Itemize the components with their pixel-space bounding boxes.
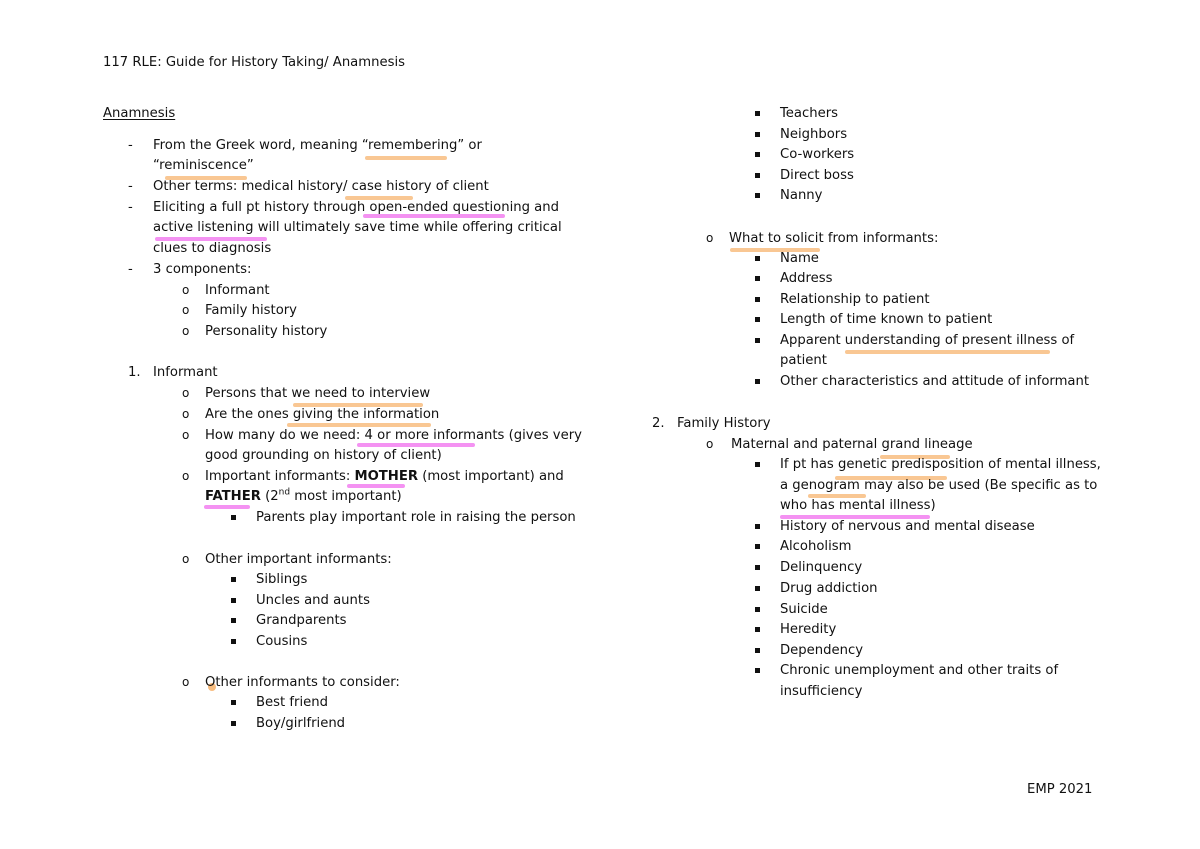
genetic-line: a genogram may also be used (Be specific as to	[780, 478, 1098, 493]
square-bullet-icon	[231, 618, 236, 623]
intro-line: active listening will ultimately save time while offering critical	[153, 220, 562, 235]
intro-line: “reminiscence”	[153, 158, 254, 173]
intro-line: From the Greek word, meaning “remembering” or	[153, 138, 482, 153]
dash-bullet: -	[128, 200, 133, 215]
section-heading-informant: Informant	[153, 365, 218, 380]
consider-item: Best friend	[256, 695, 328, 710]
square-bullet-icon	[755, 297, 760, 302]
intro-line: clues to diagnosis	[153, 241, 272, 256]
square-bullet-icon	[755, 627, 760, 632]
consider-item: Direct boss	[780, 168, 854, 183]
family-item: Alcoholism	[780, 539, 852, 554]
family-item: Delinquency	[780, 560, 863, 575]
square-bullet-icon	[755, 152, 760, 157]
consider-item: Nanny	[780, 188, 823, 203]
circle-bullet-icon: o	[706, 231, 714, 245]
intro-line: Eliciting a full pt history through open-ended questioning and	[153, 200, 559, 215]
informant-point: good grounding on history of client)	[205, 448, 442, 463]
solicit-item: Apparent understanding of present illness of	[780, 333, 1075, 348]
dash-bullet: -	[128, 179, 133, 194]
square-bullet-icon	[755, 173, 760, 178]
family-item: Dependency	[780, 643, 864, 658]
square-bullet-icon	[755, 338, 760, 343]
consider-item: Neighbors	[780, 127, 848, 142]
square-bullet-icon	[755, 648, 760, 653]
family-item: insufficiency	[780, 684, 863, 699]
family-item: Drug addiction	[780, 581, 878, 596]
circle-bullet-icon: o	[182, 324, 190, 338]
square-bullet-icon	[755, 668, 760, 673]
square-bullet-icon	[755, 607, 760, 612]
square-bullet-icon	[755, 565, 760, 570]
circle-bullet-icon: o	[182, 407, 190, 421]
square-bullet-icon	[755, 256, 760, 261]
informant-item: Grandparents	[256, 613, 347, 628]
parents-note: Parents play important role in raising the person	[256, 510, 576, 525]
consider-heading: Other informants to consider:	[205, 675, 400, 690]
circle-bullet-icon: o	[706, 437, 714, 451]
consider-item: Teachers	[780, 106, 839, 121]
square-bullet-icon	[231, 700, 236, 705]
consider-item: Boy/girlfriend	[256, 716, 346, 731]
circle-bullet-icon: o	[182, 552, 190, 566]
family-item: Heredity	[780, 622, 837, 637]
square-bullet-icon	[755, 132, 760, 137]
circle-bullet-icon: o	[182, 675, 190, 689]
circle-bullet-icon: o	[182, 469, 190, 483]
square-bullet-icon	[755, 111, 760, 116]
genetic-line: If pt has genetic predisposition of mental illness,	[780, 457, 1101, 472]
dash-bullet: -	[128, 262, 133, 277]
informant-item: Cousins	[256, 634, 308, 649]
family-item: History of nervous and mental disease	[780, 519, 1035, 534]
genetic-line: who has mental illness)	[780, 498, 936, 513]
square-bullet-icon	[231, 577, 236, 582]
solicit-item: Other characteristics and attitude of informant	[780, 374, 1090, 389]
informant-item: Siblings	[256, 572, 308, 587]
father-line: FATHER (2nd most important)	[205, 487, 402, 504]
informant-point: Persons that we need to interview	[205, 386, 431, 401]
component-item: Informant	[205, 283, 270, 298]
square-bullet-icon	[755, 462, 760, 467]
square-bullet-icon	[755, 524, 760, 529]
square-bullet-icon	[755, 379, 760, 384]
circle-bullet-icon: o	[182, 386, 190, 400]
lineage-line: Maternal and paternal grand lineage	[731, 437, 973, 452]
component-item: Family history	[205, 303, 297, 318]
important-informants-line: Important informants: MOTHER (most important) and	[205, 469, 564, 484]
informant-point: Are the ones giving the information	[205, 407, 440, 422]
square-bullet-icon	[755, 276, 760, 281]
component-item: Personality history	[205, 324, 328, 339]
dash-bullet: -	[128, 138, 133, 153]
solicit-heading: What to solicit from informants:	[729, 231, 939, 246]
footer-label: EMP 2021	[1027, 782, 1093, 797]
square-bullet-icon	[231, 515, 236, 520]
solicit-item: Length of time known to patient	[780, 312, 993, 327]
square-bullet-icon	[755, 586, 760, 591]
informant-point: How many do we need: 4 or more informants (gives very	[205, 428, 582, 443]
solicit-item: Name	[780, 251, 819, 266]
square-bullet-icon	[231, 721, 236, 726]
square-bullet-icon	[755, 544, 760, 549]
circle-bullet-icon: o	[182, 283, 190, 297]
square-bullet-icon	[755, 193, 760, 198]
section-number: 2.	[652, 416, 665, 431]
section-number: 1.	[128, 365, 141, 380]
family-item: Suicide	[780, 602, 828, 617]
other-important-heading: Other important informants:	[205, 552, 392, 567]
circle-bullet-icon: o	[182, 428, 190, 442]
page-title: 117 RLE: Guide for History Taking/ Anamnesis	[103, 55, 405, 70]
informant-item: Uncles and aunts	[256, 593, 370, 608]
intro-line: Other terms: medical history/ case history of client	[153, 179, 489, 194]
section-heading-family-history: Family History	[677, 416, 771, 431]
solicit-item: patient	[780, 353, 827, 368]
circle-bullet-icon: o	[182, 303, 190, 317]
square-bullet-icon	[231, 639, 236, 644]
section-heading-anamnesis: Anamnesis	[103, 106, 176, 121]
solicit-item: Relationship to patient	[780, 292, 930, 307]
consider-item: Co-workers	[780, 147, 855, 162]
square-bullet-icon	[231, 598, 236, 603]
square-bullet-icon	[755, 317, 760, 322]
intro-line: 3 components:	[153, 262, 252, 277]
family-item: Chronic unemployment and other traits of	[780, 663, 1059, 678]
solicit-item: Address	[780, 271, 833, 286]
